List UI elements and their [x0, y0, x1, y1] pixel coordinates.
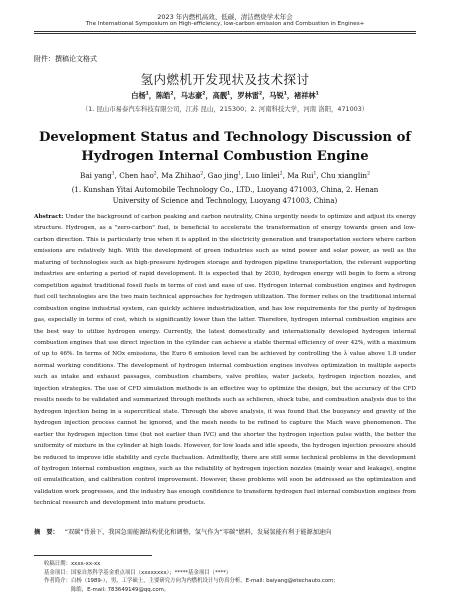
- en-author-name: Chen hao: [119, 171, 154, 180]
- running-header-en: The International Symposium on High-efficiency, low-carbon emission and Combustion in Engines+: [85, 21, 365, 27]
- header-rule-thin: [34, 33, 416, 34]
- cn-author-name: 白杨: [131, 91, 146, 100]
- cn-author-name: 罗林雷: [237, 91, 259, 100]
- en-author-name: Ma Rui: [287, 171, 314, 180]
- cn-author-name: 马志豪: [180, 91, 203, 100]
- cn-author-affiliation-sup: 2: [202, 91, 206, 97]
- footnote-fund: 基金项目：国家自然科学基金重点项目（xxxxxxxx）；*****基金项目（****）: [44, 569, 232, 576]
- en-author-affiliation-sup: 1: [313, 171, 317, 177]
- en-author-name: Chu xianglin: [320, 171, 368, 180]
- en-title-line2: Hydrogen Internal Combustion Engine: [81, 149, 369, 164]
- cn-title: 氢内燃机开发现状及技术探讨: [140, 72, 310, 87]
- header-rule: [34, 31, 416, 32]
- cn-abstract-text: “双碳”背景下，我国急需能源结构优化和调整，氢气作为“零碳”燃料，发展氢能有利于能源加速向: [64, 529, 332, 536]
- cn-affiliation: （1. 昆山市易泰汽车科技有限公司，江苏 昆山，215300；2. 河南科技大学，河南 洛阳，471003）: [81, 105, 369, 113]
- abstract-text: Under the background of carbon peaking and carbon neutrality, China urgently needs to optimize and adjust its energy structure. Hydrogen, as a "zero-carbon" fuel, is beneficial to accelerate the transformation of energy towards green and low-carbon direction. This is particularly true when it is applied in the electricity generation and transportation sectors where carbon emissions are relatively high. With the development of green industries such as wind power and solar power, as well as the maturing of technologies such as high-pressure hydrogen storage and hydrogen pipeline transportation, the relevant supporting industries are entering a period of rapid development. It is expected that by 2030, hydrogen energy will begin to form a strong competition against traditional fossil fuels in terms of cost and ease of use. Hydrogen internal combustion engines and hydrogen fuel cell technologies are the two main technical approaches for hydrogen utilization. The former relies on the traditional internal combustion engine industrial system, can quickly achieve industrialization, and has low requirements for the purity of hydrogen gas, especially in terms of cost, which is significantly lower than the latter. Therefore, hydrogen internal combustion engines are the best way to utilize hydrogen energy. Currently, the latest domestically and internationally developed hydrogen internal combustion engines that use direct injection in the cylinder can achieve a stable thermal efficiency of over 42%, with a maximum of up to 46%. In terms of NOx emissions, the Euro 6 emission level can be achieved by controlling the λ value above 1.8 under normal working conditions. The development of hydrogen internal combustion engines involves optimization in multiple aspects such as intake and exhaust passages, combustion chambers, valve profiles, water jackets, hydrogen injection nozzles, and injection strategies. The use of CFD simulation methods is an effective way to optimize the design, but the accuracy of the CFD results needs to be validated and summarized through methods such as schlieren, shock tube, and combustion analysis due to the hydrogen injection being in a supercritical state. Through the above analysis, it was found that the buoyancy and gravity of the hydrogen injection process cannot be ignored, and the mesh needs to be refined to capture the Mach wave phenomenon. The earlier the hydrogen injection time (but not earlier than IVC) and the shorter the hydrogen injection pulse width, the better the uniformity of mixture in the cylinder at high loads. However, for low loads and idle speeds, the hydrogen injection pressure should be reduced to improve idle stability and cycle fluctuation. Admittedly, there are still some technical problems in the development of hydrogen internal combustion engines, such as the reliability of hydrogen injection nozzles (mainly wear and leakage), engine oil emulsification, and calibration control improvement. However, these problems will soon be addressed as the optimization and validation work progresses, and the industry has enough confidence to transform hydrogen fuel internal combustion engines from technical research and development into mature products.: [34, 214, 417, 507]
- en-affiliation-line2: University of Science and Technology, Luoyang 471003, China): [112, 196, 338, 205]
- abstract-label: Abstract:: [34, 214, 64, 220]
- en-author-affiliation-sup: 1: [238, 171, 242, 177]
- en-author-name: Luo linlei: [245, 171, 280, 180]
- cn-author-name: 陈皓: [155, 91, 171, 100]
- footnote-contact: 陈皓，E-mail: 783649149@qq.com。: [71, 586, 170, 593]
- cn-author-name: 褚祥林: [294, 91, 316, 100]
- en-author-affiliation-sup: 2: [200, 171, 204, 177]
- cn-author-name: 高靓: [212, 91, 228, 100]
- footnotes: [44, 560, 414, 594]
- cn-author-name: 马锐: [269, 91, 284, 100]
- cn-author-affiliation-sup: 2: [258, 91, 263, 97]
- cn-author-affiliation-sup: 1: [227, 91, 231, 97]
- en-title-line1: Development Status and Technology Discussion of: [38, 130, 412, 145]
- cn-abstract-label: 摘 要：: [34, 529, 59, 536]
- en-title: [0, 128, 450, 166]
- en-author-affiliation-sup: 2: [279, 171, 283, 177]
- en-affiliation-line1: (1. Kunshan Yitai Automobile Technology Co., LTD., Luoyang 471003, China, 2. Henan: [71, 186, 379, 194]
- en-author-affiliation-sup: 2: [367, 171, 370, 177]
- cn-author-affiliation-sup: 1: [315, 91, 319, 97]
- en-author-affiliation-sup: 1: [111, 171, 115, 177]
- footnote-author-info: 作者简介：白杨（1989-），男，工学硕士，主要研究方向为内燃机设计与仿真分析，E-mail: baiyang@etechauto.com;: [44, 578, 336, 585]
- en-author-name: Bai yang: [80, 171, 112, 180]
- cn-author-affiliation-sup: 1: [283, 91, 287, 97]
- running-header-cn: 2023 年内燃机高效、低碳、清洁燃烧学术年会: [157, 13, 293, 21]
- footnote-rule: [34, 555, 152, 556]
- cn-abstract: [34, 527, 416, 536]
- en-author-name: Ma Zhihao: [161, 171, 201, 180]
- attachment-label: 附件：撰稿论文格式: [34, 55, 97, 63]
- abstract: [34, 212, 416, 510]
- en-author-name: Gao jing: [207, 171, 239, 180]
- en-author-list: Bai yang$^1$, Chen hao$^2$, Ma Zhihao$^2$, Gao jing$^1$, Luo linlei$^2$, Ma Rui$^1$, Chu xianglin$^2$: [80, 171, 370, 180]
- footnote-received: 收稿日期：xxxx-xx-xx: [44, 561, 101, 567]
- en-author-affiliation-sup: 2: [153, 171, 157, 177]
- cn-author-affiliation-sup: 2: [170, 91, 174, 97]
- cn-author-affiliation-sup: 1: [145, 91, 149, 97]
- en-affiliation: [60, 185, 390, 206]
- cn-author-list: 白杨$^1$，陈皓$^2$，马志豪$^2$，高靓$^1$，罗林雷$^2$，马锐$^1$，褚祥林$^1$: [131, 91, 319, 100]
